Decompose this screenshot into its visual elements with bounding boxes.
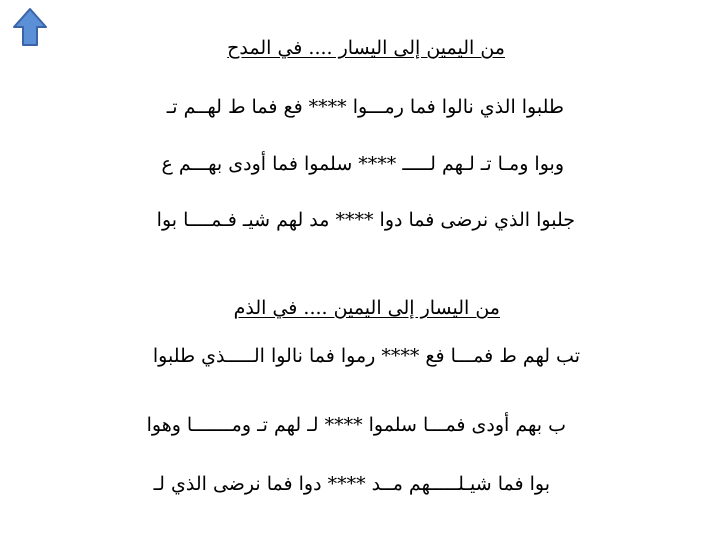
verse-line: ب بهم أودى فمـــا سلموا **** لـ لهم تـ ومـــــــا وهوا — [146, 414, 566, 436]
section1-heading: من اليمين إلى اليسار .... في المدح — [227, 37, 505, 59]
verse-line: وبوا ومـا تـ لـهم لـــــ **** سلموا فما أودى بهـــم ع — [161, 153, 564, 175]
verse-line: بوا فما شيـلـــــهم مــد **** دوا فما نرضى الذي لـ — [153, 473, 550, 495]
up-arrow-icon[interactable] — [10, 7, 50, 47]
verse-line: طلبوا الذي نالوا فما رمـــوا **** فع فما ط لهــم تـ — [166, 96, 564, 118]
verse-line: تب لهم ط فمـــا فع **** رموا فما نالوا الـــــذي طلبوا — [152, 345, 580, 367]
verse-line: جلبوا الذي نرضى فما دوا **** مد لهم شيـ فـمــــا بوا — [156, 209, 575, 231]
section2-heading: من اليسار إلى اليمين .... في الذم — [233, 297, 500, 319]
